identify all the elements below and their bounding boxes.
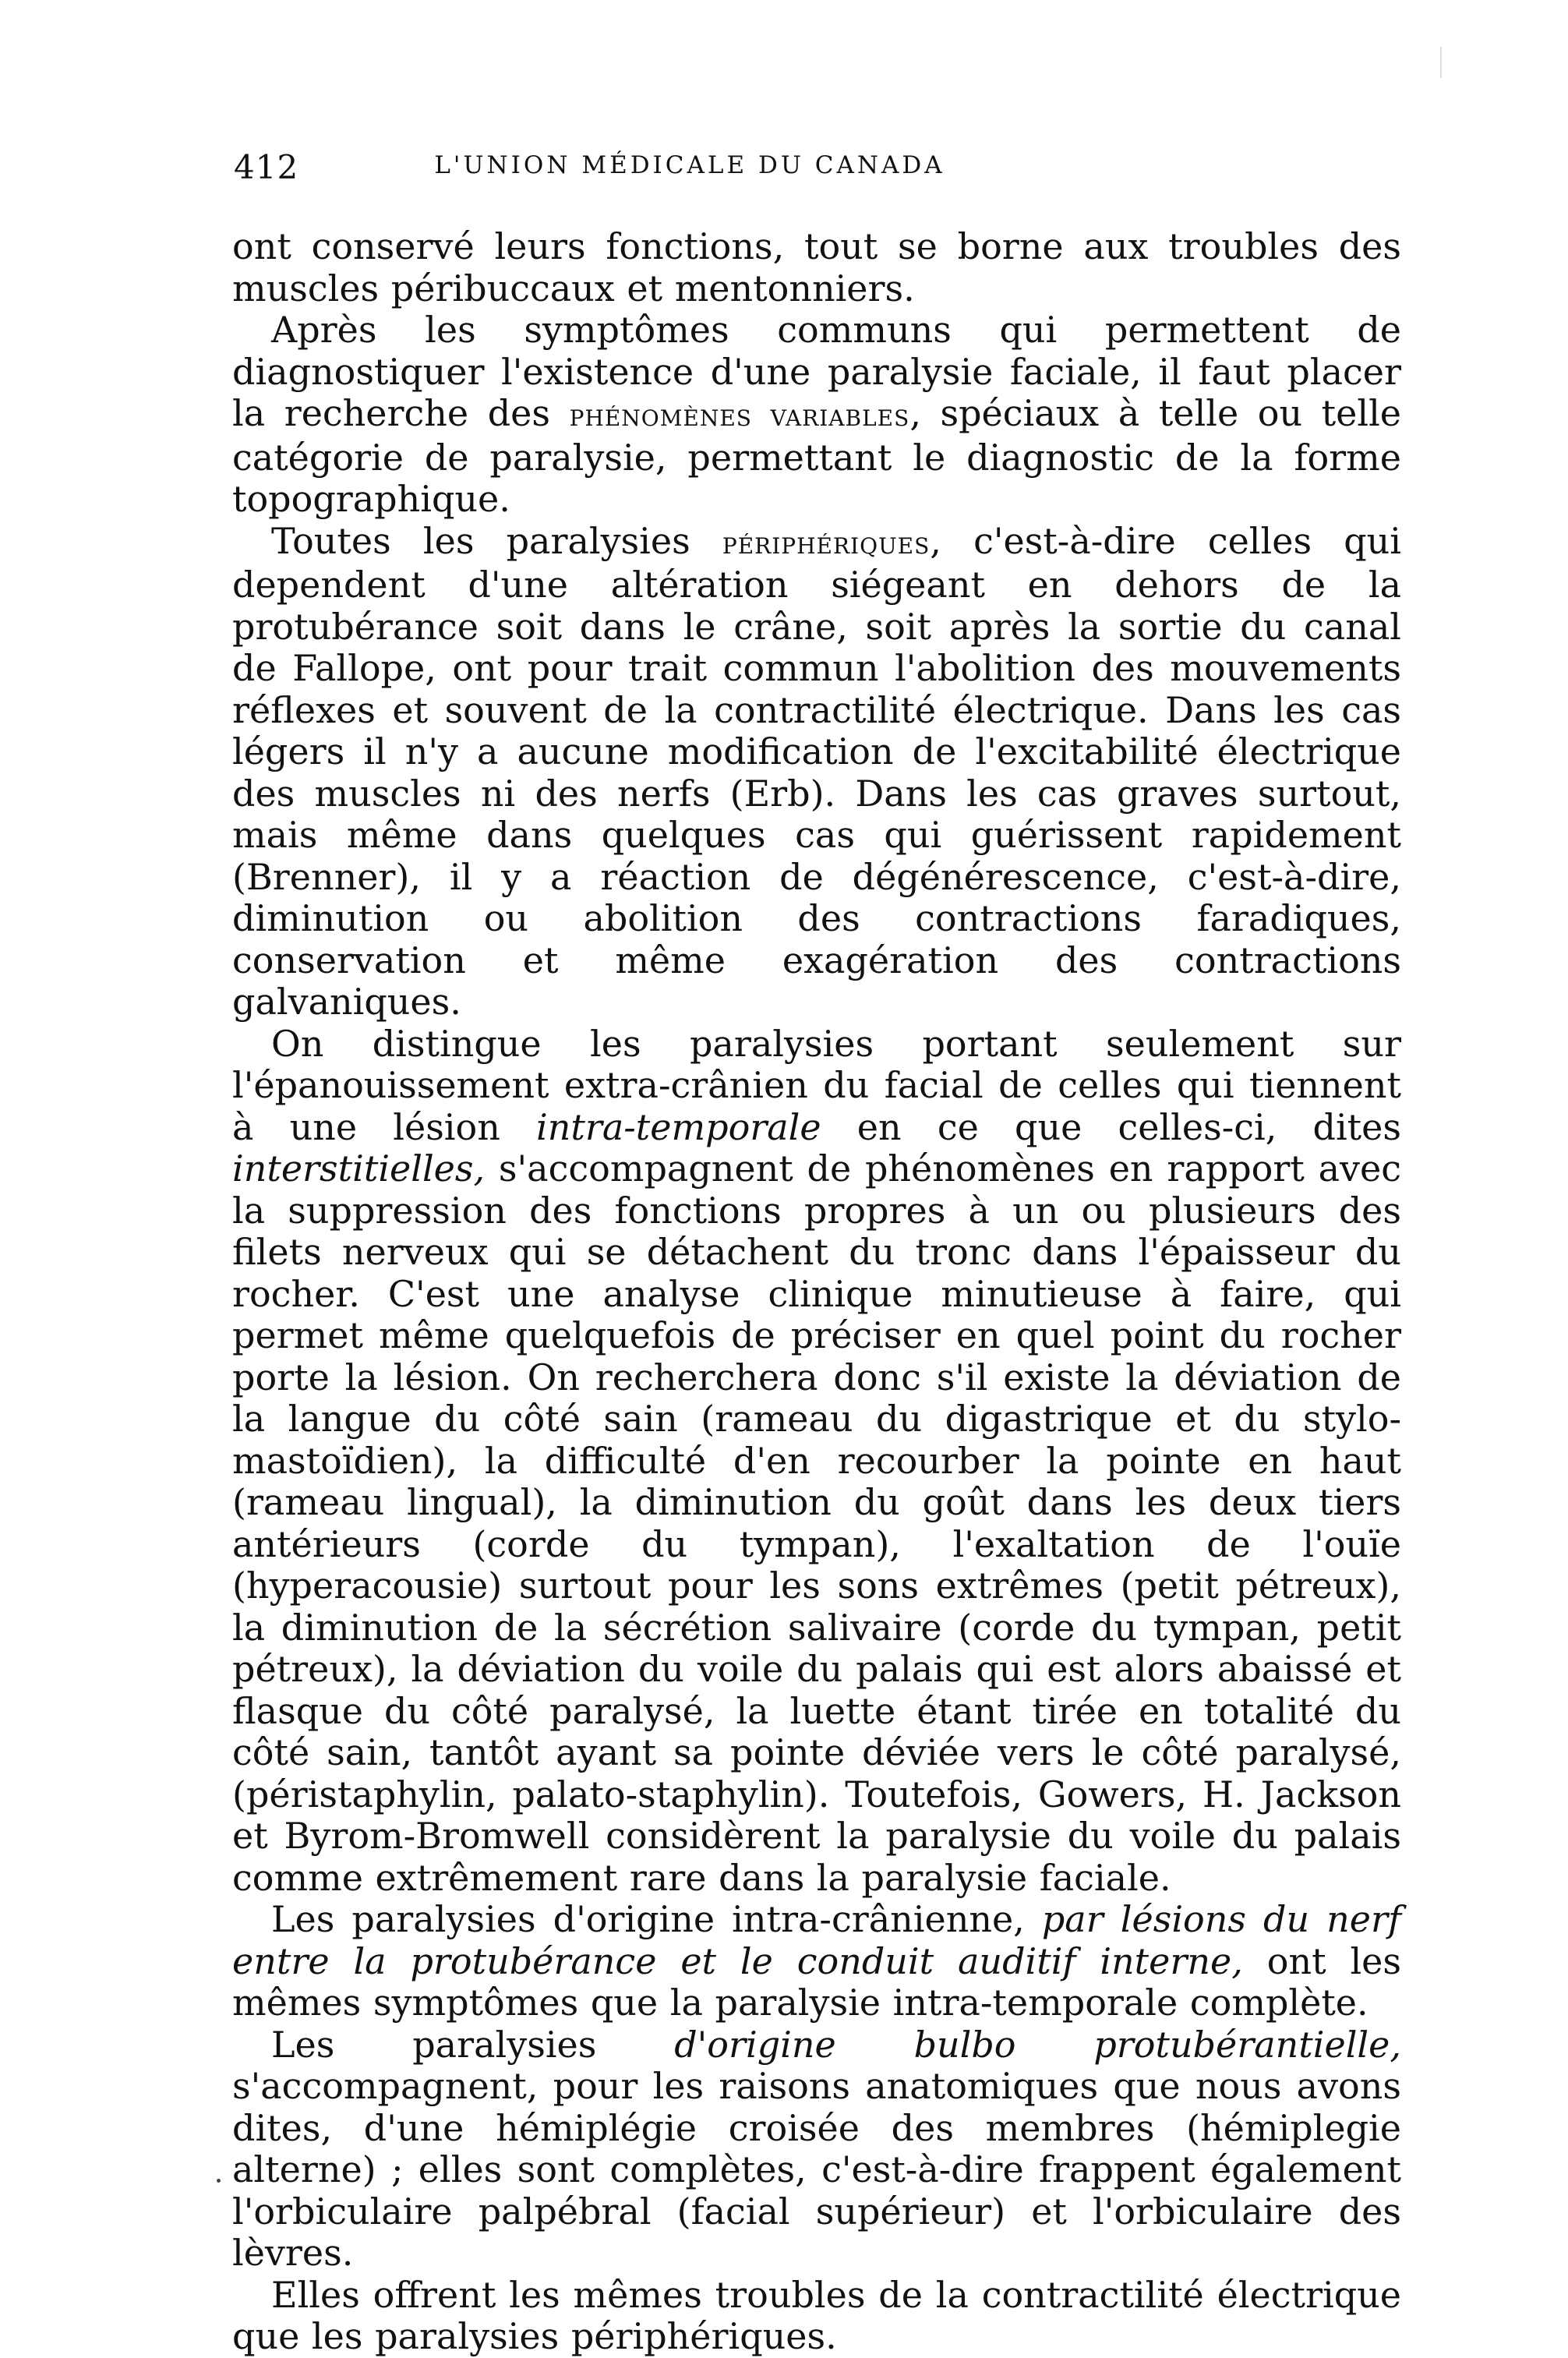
paragraph-6: Les paralysies d'origine bulbo protubérantielle, s'accompagnent, pour les raisons anatomiques que nous avons dites, d'une hémiplégie croisée des membres (hémiplegie alterne) ; elles sont complètes, c'est-à-dire frappent également l'orbiculaire palpébral (facial supérieur) et l'orbiculaire des lèvres.: [232, 2023, 1401, 2274]
page-number: 412: [234, 148, 299, 186]
italic-term: interstitielles,: [232, 1147, 486, 1190]
small-caps-term: périphériques: [722, 525, 931, 561]
paragraph-5: Les paralysies d'origine intra-crânienne, par lésions du nerf entre la protubérance et le conduit auditif interne, ont les mêmes symptômes que la paralysie intra-temporale complète.: [232, 1898, 1402, 2024]
italic-term: d'origine bulbo protubérantielle,: [674, 2023, 1401, 2066]
paragraph-3: Toutes les paralysies périphériques, c'est-à-dire celles qui dependent d'une altération siégeant en dehors de la protubérance soit dans le crâne, soit après la sortie du canal de Fallope, ont pour trait commun l'abolition des mouvements réflexes et souvent de la contractilité électrique. Dans les cas légers il n'y a aucune modification de l'excitabilité électrique des muscles ni des nerfs (Erb). Dans les cas graves surtout, mais même dans quelques cas qui guérissent rapidement (Brenner), il y a réaction de dégénérescence, c'est-à-dire, diminution ou abolition des contractions faradiques, conservation et même exagération des contractions galvaniques.: [232, 519, 1401, 1023]
paragraph-4: On distingue les paralysies portant seulement sur l'épanouissement extra-crânien du facial de celles qui tiennent à une lésion intra-temporale en ce que celles-ci, dites interstitielles, s'accompagnent de phénomènes en rapport avec la suppression des fonctions propres à un ou plusieurs des filets nerveux qui se détachent du tronc dans l'épaisseur du rocher. C'est une analyse clinique minutieuse à faire, qui permet même quelquefois de préciser en quel point du rocher porte la lésion. On recherchera donc s'il existe la déviation de la langue du côté sain (rameau du digastrique et du stylo-mastoïdien), la difficulté d'en recourber la pointe en haut (rameau lingual), la diminution du goût dans les deux tiers antérieurs (corde du tympan), l'exaltation de l'ouïe (hyperacousie) surtout pour les sons extrêmes (petit pétreux), la diminution de la sécrétion salivaire (corde du tympan, petit pétreux), la déviation du voile du palais qui est alors abaissé et flasque du côté paralysé, la luette étant tirée en totalité du côté sain, tantôt ayant sa pointe déviée vers le côté paralysé, (péristaphylin, palato-staphylin). Toutefois, Gowers, H. Jackson et Byrom-Bromwell considèrent la paralysie du voile du palais comme extrêmement rare dans la paralysie faciale.: [232, 1022, 1401, 1899]
italic-term: par lésions du nerf entre la protubérance et le conduit auditif interne,: [232, 1898, 1402, 1982]
scan-edge-mark: [1440, 47, 1442, 78]
running-head: [234, 148, 1114, 195]
paragraph-7: Elles offrent les mêmes troubles de la contractilité électrique que les paralysies périphériques.: [232, 2273, 1401, 2357]
paragraph-1: ont conservé leurs fonctions, tout se borne aux troubles des muscles péribuccaux et mentonniers.: [232, 225, 1401, 309]
italic-term: intra-temporale: [536, 1105, 821, 1148]
paragraph-2: Après les symptômes communs qui permettent de diagnostiquer l'existence d'une paralysie faciale, il faut placer la recherche des phénomènes variables, spéciaux à telle ou telle catégorie de paralysie, permettant le diagnostic de la forme topographique.: [232, 309, 1401, 520]
body-text: [232, 226, 1401, 2358]
small-caps-term: phénomènes variables: [569, 398, 910, 433]
journal-title: L'UNION MÉDICALE DU CANADA: [434, 151, 945, 179]
print-speck: [217, 2179, 221, 2183]
